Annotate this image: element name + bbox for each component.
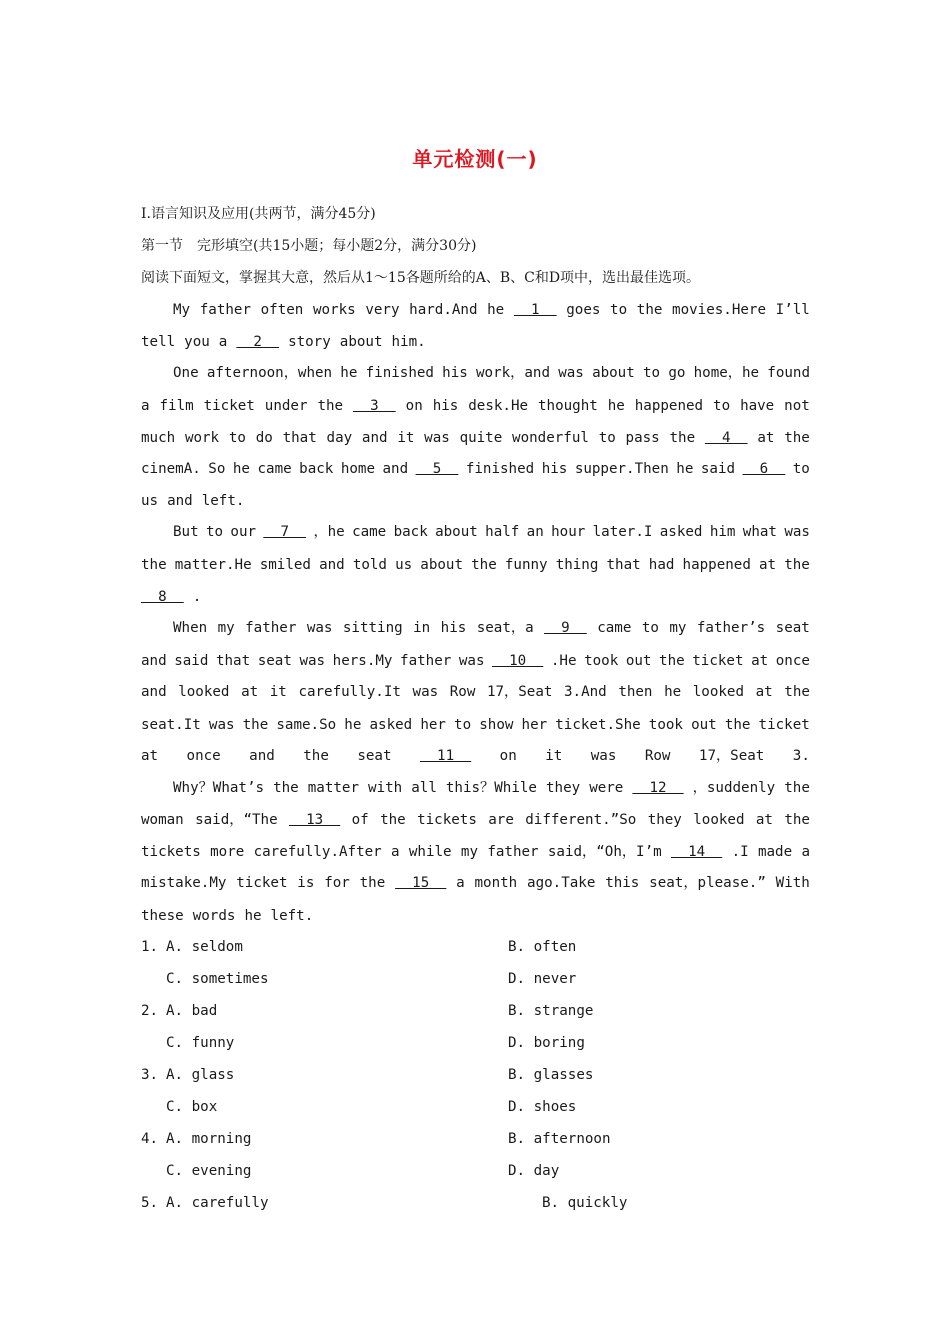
passage-word: that — [282, 430, 317, 446]
passage-word: and — [167, 493, 193, 509]
passage-word: at — [757, 430, 775, 446]
passage-word: about — [592, 365, 635, 381]
passage-word: found — [767, 365, 810, 381]
passage-word: hard.And — [409, 302, 478, 318]
passage-line — [141, 715, 810, 735]
passage-word: seat.It — [141, 717, 201, 733]
passage-word: was — [424, 430, 450, 446]
answer-blank: 4 — [704, 430, 748, 446]
passage-line — [141, 682, 810, 702]
passage-line — [141, 396, 810, 416]
passage-word: hour — [551, 524, 586, 540]
passage-word: home，he — [693, 365, 760, 381]
passage-word: at — [755, 684, 773, 700]
passage-word: carefully.It — [298, 684, 401, 700]
passage-word: With — [775, 875, 810, 891]
passage-word: .I — [731, 844, 749, 860]
passage-word: they — [647, 812, 682, 828]
passage-word: asked — [659, 524, 703, 540]
passage-word: the — [659, 653, 685, 669]
passage-word: home — [340, 461, 375, 477]
passage-word: he — [664, 684, 682, 700]
passage-word: woman — [141, 812, 184, 828]
passage-line — [141, 810, 810, 830]
passage-word: seat，a — [476, 620, 534, 636]
passage-word: 17，Seat — [698, 748, 765, 764]
passage-word: My — [173, 302, 191, 318]
passage-word: to — [713, 398, 731, 414]
passage-word: 3.And — [564, 684, 607, 700]
passage-word: us — [395, 557, 413, 573]
option-b: B. afternoon — [508, 1131, 611, 1147]
instructions: 阅读下面短文，掌握其大意，然后从1～15各题所给的A、B、C和D项中，选出最佳选项。 — [141, 270, 701, 286]
option-a: A. glass — [166, 1067, 235, 1083]
passage-word: told — [352, 557, 387, 573]
option-b: B. strange — [508, 1003, 594, 1019]
answer-blank: 1 — [513, 302, 557, 318]
passage-word: to — [454, 717, 472, 733]
passage-word: finished — [365, 365, 434, 381]
passage-line — [173, 618, 810, 638]
question-number: 2. — [141, 1003, 159, 1019]
passage-word: they — [545, 780, 581, 796]
passage-word: about — [435, 524, 478, 540]
passage-word: and — [361, 430, 388, 446]
passage-word: was — [208, 717, 235, 733]
answer-blank: 7 — [263, 524, 307, 540]
passage-word: afternoon，when — [206, 365, 333, 381]
passage-word: a — [456, 875, 465, 891]
passage-word: about — [339, 334, 383, 350]
answer-blank: 3 — [353, 398, 396, 414]
passage-word: of — [351, 812, 369, 828]
passage-word: my — [669, 620, 687, 636]
passage-word: seat — [257, 653, 292, 669]
passage-line — [141, 842, 810, 862]
passage-word: was — [784, 524, 810, 540]
passage-word: a — [141, 398, 150, 414]
question-number: 3. — [141, 1067, 159, 1083]
passage-word: supper.Then — [574, 461, 669, 477]
passage-word: once — [186, 748, 221, 764]
passage-word: the — [471, 557, 497, 573]
passage-line — [141, 906, 810, 926]
passage-word: this？While — [445, 780, 537, 796]
passage-word: he — [232, 461, 250, 477]
passage-word: was — [458, 653, 485, 669]
passage-word: the — [784, 430, 810, 446]
passage-word: out — [691, 717, 717, 733]
answer-blank: 11 — [419, 748, 472, 764]
option-a: A. carefully — [166, 1195, 269, 1211]
passage-word: her — [420, 717, 446, 733]
passage-line — [141, 332, 810, 352]
passage-word: goes — [566, 302, 601, 318]
passage-word: show — [479, 717, 514, 733]
passage-word: a — [801, 844, 810, 860]
answer-blank: 8 — [141, 589, 184, 605]
passage-word: work — [184, 430, 220, 446]
passage-word: story — [288, 334, 331, 350]
passage-word: tickets — [417, 812, 477, 828]
passage-word: ticket — [236, 875, 288, 891]
page-title: 单元检测(一) — [412, 147, 538, 171]
passage-word: happened — [634, 398, 704, 414]
passage-word: took — [584, 653, 619, 669]
passage-word: he — [340, 365, 358, 381]
section-heading: Ⅰ.语言知识及应用(共两节，满分45分) — [141, 206, 376, 222]
passage-word: sitting — [342, 620, 403, 636]
passage-word: the — [784, 780, 810, 796]
passage-word: month — [474, 875, 518, 891]
passage-word: and — [141, 653, 167, 669]
passage-word: said — [700, 461, 736, 477]
passage-word: seat — [775, 620, 810, 636]
passage-word: all — [411, 780, 437, 796]
passage-word: half — [485, 524, 520, 540]
passage-word: he — [244, 908, 262, 924]
passage-word: this — [605, 875, 640, 891]
passage-word: same.So — [276, 717, 337, 733]
passage-word: at — [141, 748, 159, 764]
passage-word: left. — [201, 493, 245, 509]
option-c: C. evening — [166, 1163, 252, 1179]
passage-word: matter — [307, 780, 359, 796]
passage-word: said，“The — [195, 812, 278, 828]
passage-word: that — [215, 653, 251, 669]
passage-word: tickets — [141, 844, 201, 860]
passage-word: back — [299, 461, 334, 477]
passage-word: much — [141, 430, 176, 446]
passage-word: ticket — [692, 653, 744, 669]
passage-word: her — [521, 717, 548, 733]
answer-blank: 14 — [671, 844, 723, 860]
passage-word: my — [460, 844, 479, 860]
passage-word: often — [260, 302, 304, 318]
passage-word: to — [610, 302, 628, 318]
passage-word: to — [643, 365, 661, 381]
passage-word: was — [299, 653, 326, 669]
passage-word: took — [648, 717, 683, 733]
passage-word: the — [303, 748, 329, 764]
passage-word: these — [141, 908, 184, 924]
passage-word: made — [757, 844, 793, 860]
passage-line — [141, 587, 810, 607]
passage-word: ago.Take — [527, 875, 596, 891]
passage-word: later.I — [592, 524, 653, 540]
passage-line — [141, 491, 810, 511]
passage-word: it — [545, 748, 563, 764]
passage-word: more — [210, 844, 245, 860]
passage-word: desk.He — [468, 398, 529, 414]
passage-word: said — [174, 653, 209, 669]
passage-word: father — [245, 620, 297, 636]
passage-word: looked — [693, 812, 745, 828]
passage-word: and — [382, 461, 409, 477]
passage-line — [141, 873, 810, 893]
passage-word: have — [740, 398, 775, 414]
passage-word: that — [606, 557, 641, 573]
passage-word: work，and — [476, 365, 550, 381]
passage-word: father — [487, 844, 539, 860]
passage-word: the — [724, 717, 751, 733]
passage-word: 3. — [792, 748, 810, 764]
passage-word: and — [319, 557, 345, 573]
answer-blank: 13 — [289, 812, 341, 828]
answer-blank: 2 — [236, 334, 280, 350]
passage-word: his — [432, 398, 459, 414]
passage-word: the — [359, 875, 386, 891]
passage-word: Why？What’s — [173, 780, 265, 796]
passage-word: while — [408, 844, 452, 860]
passage-word: him. — [391, 334, 426, 350]
passage-word: hers.My — [332, 653, 393, 669]
passage-word: I’ll — [775, 302, 810, 318]
option-a: A. bad — [166, 1003, 218, 1019]
passage-word: on — [499, 748, 517, 764]
question-number: 4. — [141, 1131, 159, 1147]
passage-word: the — [669, 430, 696, 446]
passage-word: he — [487, 302, 505, 318]
passage-word: father’s — [696, 620, 766, 636]
passage-word: different.”So — [525, 812, 637, 828]
passage-word: a — [391, 844, 400, 860]
passage-word: One — [173, 365, 199, 381]
passage-word: had — [648, 557, 675, 573]
passage-word: on — [405, 398, 423, 414]
passage-word: he — [676, 461, 694, 477]
passage-word: father — [199, 302, 251, 318]
passage-word: his — [440, 620, 467, 636]
passage-word: ，suddenly — [692, 780, 776, 796]
passage-word: back — [393, 524, 428, 540]
passage-word: thing — [555, 557, 599, 573]
passage-word: .He — [550, 653, 577, 669]
passage-word: ticket.She — [555, 717, 641, 733]
passage-word: quite — [459, 430, 503, 446]
option-d: D. shoes — [508, 1099, 577, 1115]
passage-word: came — [257, 461, 292, 477]
passage-word: But — [173, 524, 199, 540]
passage-word: once — [775, 653, 810, 669]
option-d: D. never — [508, 971, 577, 987]
passage-word: the — [273, 780, 299, 796]
passage-word: ticket — [203, 398, 255, 414]
option-c: C. box — [166, 1099, 218, 1115]
passage-word: seat — [357, 748, 392, 764]
passage-word: at — [751, 653, 769, 669]
passage-word: left. — [270, 908, 314, 924]
passage-word: him — [709, 524, 736, 540]
passage-word: 17，Seat — [486, 684, 553, 700]
passage-word: movies.Here — [672, 302, 767, 318]
passage-word: funny — [504, 557, 548, 573]
passage-word: cinemA. — [141, 461, 201, 477]
passage-word: it — [397, 430, 415, 446]
option-c: C. funny — [166, 1035, 235, 1051]
passage-word: the — [784, 684, 810, 700]
option-b: B. often — [508, 939, 577, 955]
passage-word: tell — [141, 334, 176, 350]
passage-word: finished — [465, 461, 535, 477]
passage-word: So — [208, 461, 226, 477]
passage-word: it — [269, 684, 287, 700]
passage-line — [141, 428, 810, 448]
passage-word: said，“Oh，I’m — [547, 844, 662, 860]
passage-word: mistake.My — [141, 875, 227, 891]
passage-word: about — [420, 557, 464, 573]
option-d: D. boring — [508, 1035, 585, 1051]
answer-blank: 9 — [544, 620, 587, 636]
passage-word: do — [255, 430, 273, 446]
passage-word: he — [607, 398, 625, 414]
option-b: B. quickly — [542, 1195, 628, 1211]
passage-word: to — [792, 461, 810, 477]
passage-word: what — [742, 524, 777, 540]
passage-word: to — [641, 620, 659, 636]
passage-word: in — [413, 620, 431, 636]
passage-word: ，he — [313, 524, 345, 540]
passage-word: works — [312, 302, 356, 318]
passage-word: ticket — [758, 717, 810, 733]
passage-word: with — [368, 780, 403, 796]
passage-word: and — [249, 748, 275, 764]
passage-word: Row — [449, 684, 476, 700]
passage-word: came — [352, 524, 387, 540]
passage-word: to — [205, 524, 224, 540]
passage-word: When — [173, 620, 208, 636]
passage-word: . — [192, 589, 202, 605]
passage-word: not — [784, 398, 810, 414]
passage-word: go — [668, 365, 686, 381]
passage-word: thought — [537, 398, 598, 414]
passage-word: the — [242, 717, 269, 733]
passage-word: day — [326, 430, 353, 446]
answer-blank: 10 — [492, 653, 544, 669]
passage-word: came — [597, 620, 632, 636]
passage-word: was — [590, 748, 617, 764]
part-heading: 第一节 完形填空(共15小题；每小题2分，满分30分) — [141, 238, 477, 254]
passage-line — [173, 778, 810, 798]
passage-word: is — [297, 875, 315, 891]
passage-word: the — [636, 302, 663, 318]
passage-word: were — [589, 780, 624, 796]
passage-word: are — [488, 812, 514, 828]
answer-blank: 6 — [742, 461, 786, 477]
passage-word: at — [755, 812, 773, 828]
passage-word: at — [241, 684, 259, 700]
passage-word: seat，please.” — [649, 875, 766, 891]
passage-line — [141, 459, 810, 479]
passage-word: for — [324, 875, 350, 891]
passage-word: looked — [692, 684, 745, 700]
passage-word: the — [784, 812, 810, 828]
passage-word: the — [380, 812, 406, 828]
passage-word: was — [306, 620, 333, 636]
passage-word: out — [625, 653, 652, 669]
option-a: A. seldom — [166, 939, 243, 955]
passage-word: was — [558, 365, 584, 381]
passage-word: the — [784, 557, 810, 573]
passage-line — [173, 300, 810, 320]
passage-word: my — [217, 620, 235, 636]
passage-word: asked — [369, 717, 413, 733]
passage-word: Row — [644, 748, 671, 764]
passage-word: to — [228, 430, 246, 446]
passage-word: you — [184, 334, 210, 350]
passage-word: and — [141, 684, 167, 700]
passage-word: pass — [625, 430, 660, 446]
option-b: B. glasses — [508, 1067, 594, 1083]
option-a: A. morning — [166, 1131, 252, 1147]
passage-word: father — [400, 653, 452, 669]
passage-word: the — [141, 557, 167, 573]
passage-word: the — [317, 398, 344, 414]
passage-word: happened — [682, 557, 751, 573]
passage-line — [141, 746, 810, 766]
passage-word: words — [192, 908, 236, 924]
passage-line — [173, 522, 810, 542]
passage-word: smiled — [259, 557, 311, 573]
passage-word: an — [526, 524, 544, 540]
passage-word: to — [598, 430, 616, 446]
answer-blank: 5 — [415, 461, 459, 477]
passage-word: was — [412, 684, 439, 700]
passage-word: his — [442, 365, 468, 381]
passage-word: under — [264, 398, 308, 414]
passage-word: our — [230, 524, 257, 540]
passage-word: matter.He — [174, 557, 252, 573]
passage-word: he — [344, 717, 362, 733]
passage-line — [141, 651, 810, 671]
passage-word: at — [758, 557, 777, 573]
passage-word: his — [541, 461, 568, 477]
passage-word: carefully.After — [253, 844, 382, 860]
question-number: 1. — [141, 939, 159, 955]
passage-word: a — [218, 334, 228, 350]
passage-word: very — [365, 302, 400, 318]
passage-line — [173, 363, 810, 383]
answer-blank: 12 — [632, 780, 684, 796]
answer-blank: 15 — [395, 875, 447, 891]
passage-word: wonderful — [512, 430, 589, 446]
passage-line — [141, 555, 810, 575]
passage-word: looked — [178, 684, 230, 700]
option-d: D. day — [508, 1163, 560, 1179]
passage-word: us — [141, 493, 159, 509]
option-c: C. sometimes — [166, 971, 269, 987]
question-number: 5. — [141, 1195, 159, 1211]
passage-word: then — [618, 684, 653, 700]
passage-word: film — [159, 398, 194, 414]
